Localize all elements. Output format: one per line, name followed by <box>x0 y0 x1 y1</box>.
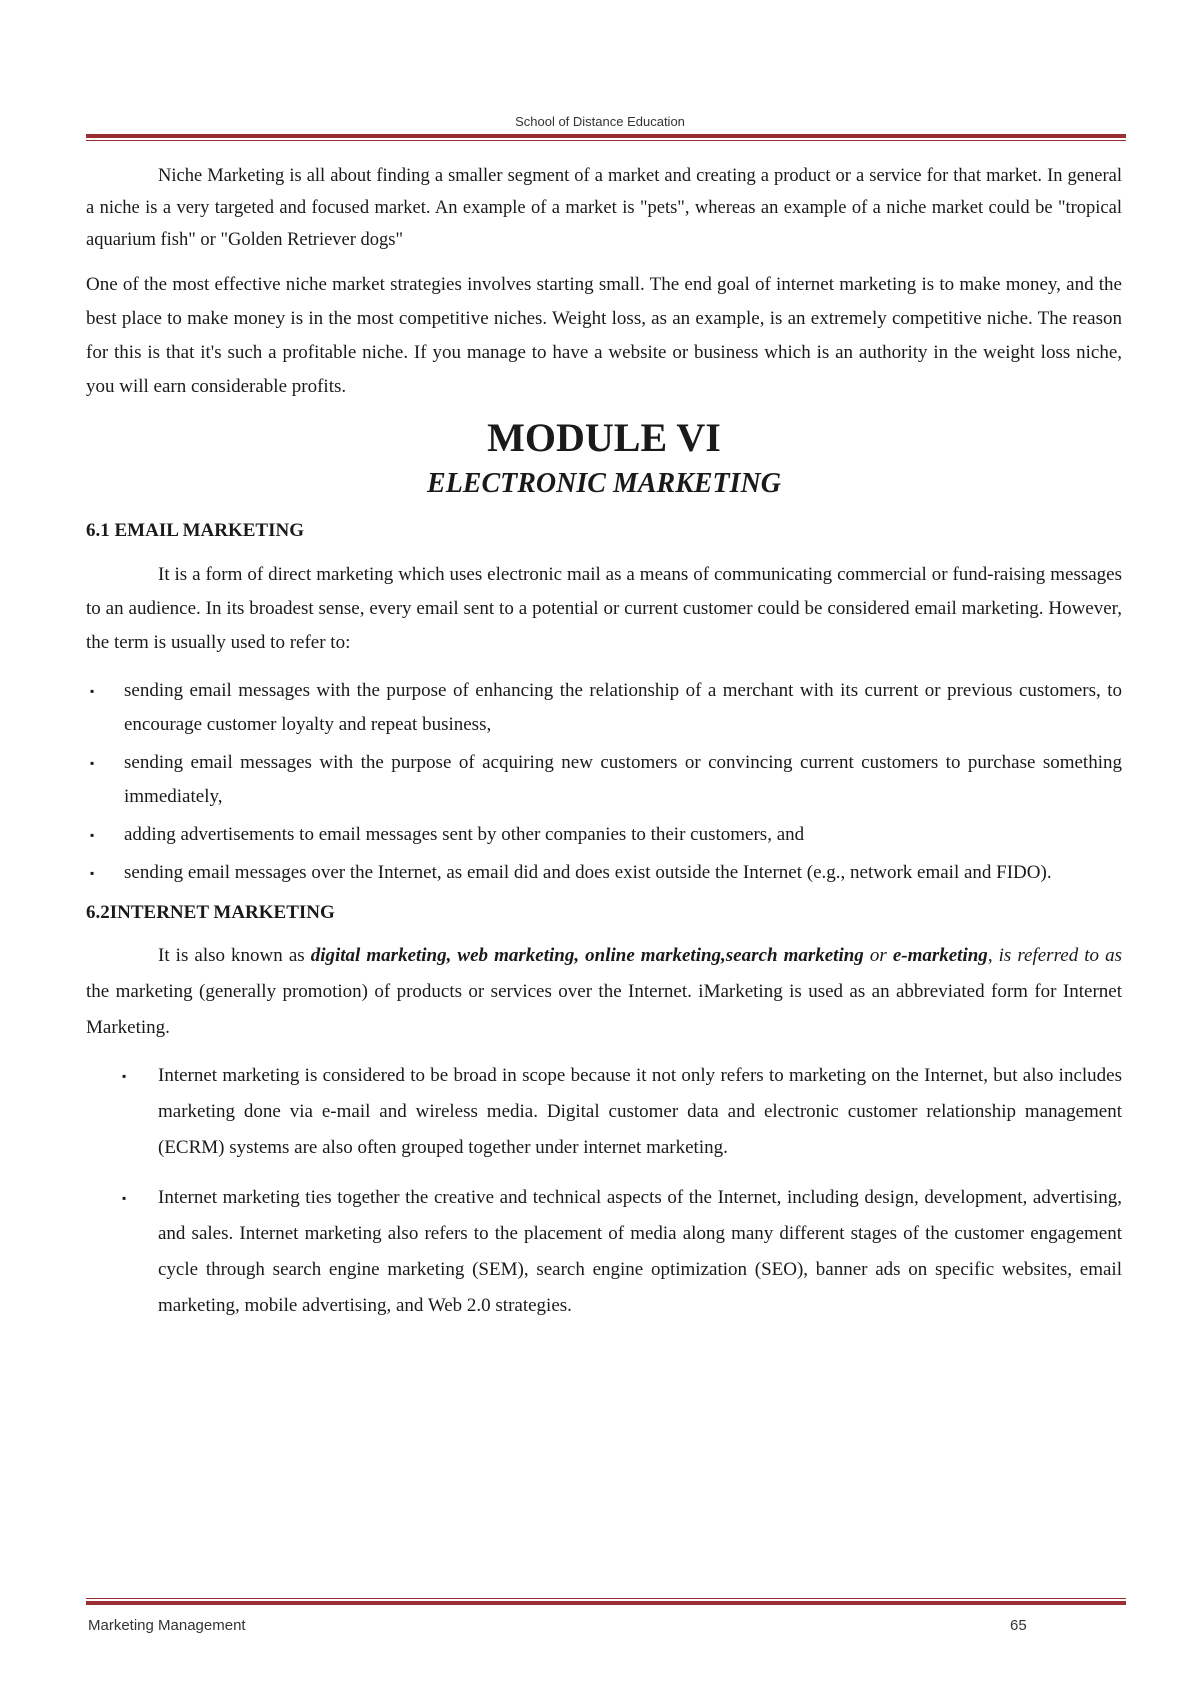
list-item <box>86 746 1122 814</box>
bullet-icon: ▪ <box>90 756 95 770</box>
list-item-text: sending email messages over the Internet, as email did and does exist outside the Internet (e.g., network email and FIDO). <box>124 862 1052 883</box>
list-item-text: Internet marketing is considered to be broad in scope because it not only refers to marketing on the Internet, but also includes marketing done via e-mail and wireless media. Digital customer data and electronic customer relationship management (ECRM) systems are also often grouped together under internet marketing. <box>158 1065 1122 1158</box>
bullet-icon: ▪ <box>122 1069 127 1083</box>
intro-term-last: e-marketing <box>892 945 988 966</box>
intro-lead: It is also known as <box>158 945 311 966</box>
bullet-icon: ▪ <box>122 1191 127 1205</box>
strategy-paragraph: One of the most effective niche market strategies involves starting small. The end goal of internet marketing is to make money, and the best place to make money is in the most competitive niches. Weight loss, as an example, is an extremely competitive niche. The reason for this is that it's such a profitable niche. If you manage to have a website or business which is an authority in the weight loss niche, you will earn considerable profits. <box>86 274 1122 397</box>
bullet-icon: ▪ <box>90 866 95 880</box>
list-item-text: adding advertisements to email messages sent by other companies to their customers, and <box>124 824 805 845</box>
page-header-title: School of Distance Education <box>515 114 685 129</box>
email-intro-paragraph: It is a form of direct marketing which uses electronic mail as a means of communicating commercial or fund-raising messages to an audience. In its broadest sense, every email sent to a potential or current customer could be considered email marketing. However, the term is usually used to refer to: <box>86 564 1122 653</box>
niche-paragraph: Niche Marketing is all about finding a smaller segment of a market and creating a product or a service for that market. In general a niche is a very targeted and focused market. An example of a market is "pets", whereas an example of a niche market could be "tropical aquarium fish" or "Golden Retriever dogs" <box>86 166 1122 250</box>
internet-bullet-list <box>86 1058 1122 1324</box>
email-bullet-list <box>86 674 1122 890</box>
internet-intro-paragraph <box>86 938 1122 1046</box>
section-heading-internet: 6.2INTERNET MARKETING <box>86 902 335 923</box>
list-item <box>86 674 1122 742</box>
bullet-icon: ▪ <box>90 684 95 698</box>
list-item <box>86 1180 1122 1324</box>
bullet-icon: ▪ <box>90 828 95 842</box>
footer-rule <box>86 1598 1126 1605</box>
intro-rest: the marketing (generally promotion) of products or services over the Internet. iMarketing is used as an abbreviated form for Internet Marketing. <box>86 981 1122 1038</box>
list-item <box>86 818 1122 852</box>
intro-terms: digital marketing, web marketing, online marketing,search marketing <box>310 945 864 966</box>
footer-title: Marketing Management <box>88 1617 246 1634</box>
page-number: 65 <box>1010 1617 1027 1634</box>
section-heading-email: 6.1 EMAIL MARKETING <box>86 520 304 541</box>
list-item-text: sending email messages with the purpose of acquiring new customers or convincing current customers to purchase something immediately, <box>124 752 1122 807</box>
header-rule <box>86 134 1126 141</box>
page-body <box>86 160 1122 1338</box>
intro-referred: , is referred to as <box>987 945 1122 966</box>
list-item-text: Internet marketing ties together the creative and technical aspects of the Internet, including design, development, advertising, and sales. Internet marketing also refers to the placement of media along many different stages of the customer engagement cycle through search engine marketing (SEM), search engine optimization (SEO), banner ads on specific websites, email marketing, mobile advertising, and Web 2.0 strategies. <box>158 1187 1122 1316</box>
list-item <box>86 856 1122 890</box>
module-title: MODULE VI <box>487 415 721 460</box>
module-subtitle: ELECTRONIC MARKETING <box>427 468 781 499</box>
list-item <box>86 1058 1122 1166</box>
list-item-text: sending email messages with the purpose of enhancing the relationship of a merchant with its current or previous customers, to encourage customer loyalty and repeat business, <box>124 680 1122 735</box>
intro-or: or <box>863 945 893 966</box>
